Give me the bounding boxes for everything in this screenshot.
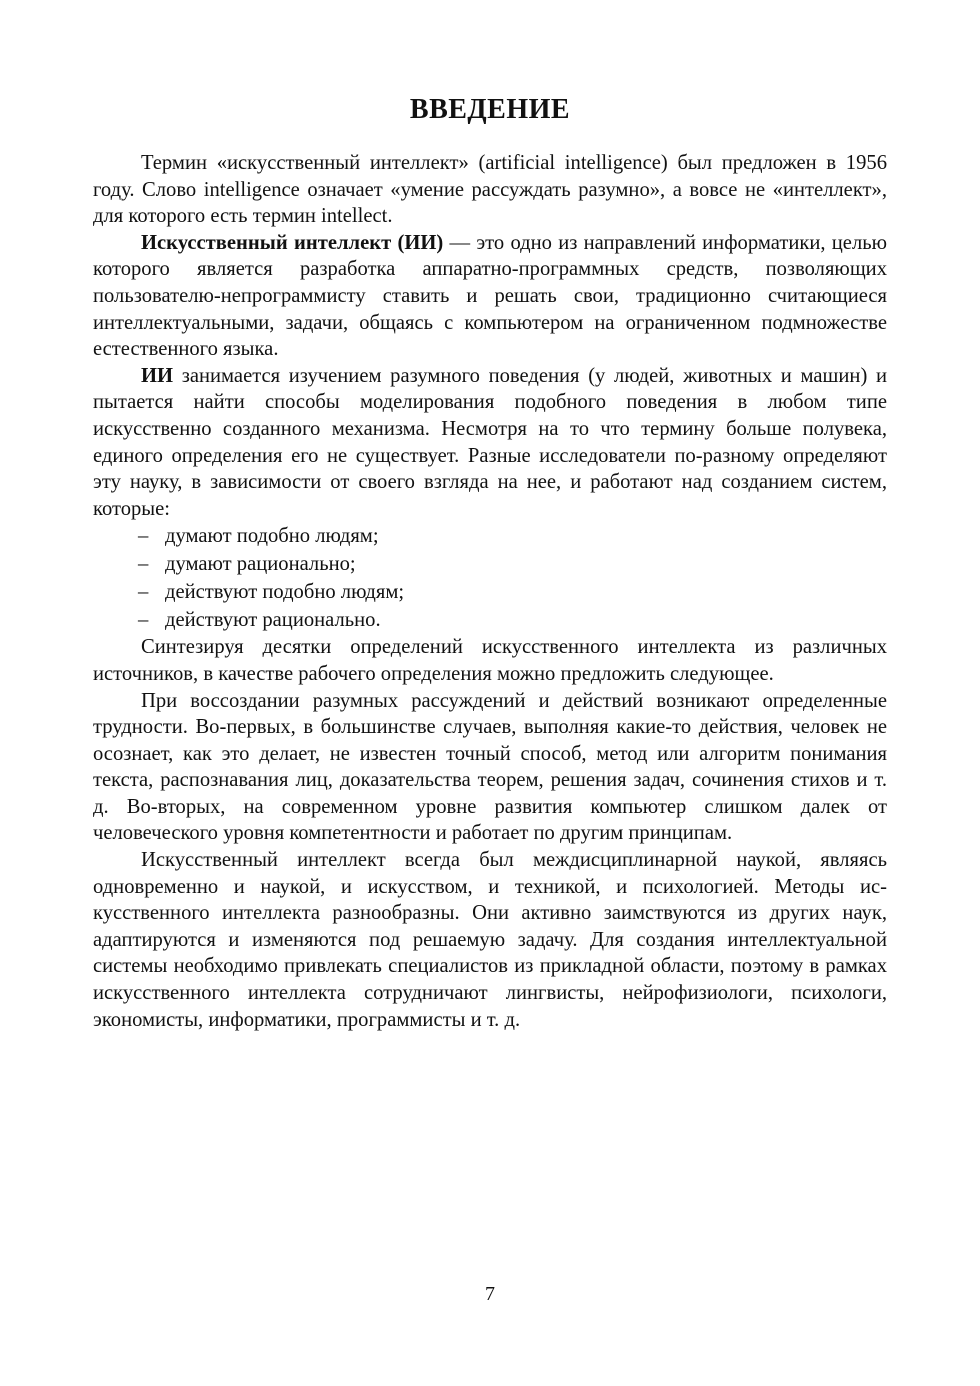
document-page [93, 92, 887, 1033]
list-item [93, 606, 887, 634]
systems-list [93, 522, 887, 634]
list-dash: – [138, 609, 149, 632]
paragraph-term-origin: Термин «искусственный интеллект» (artificial intelligence) был предложен в 1956 году. Слово intelligence означает «умение рассуждать разумно», а вовсе не «интеллект», для которого есть термин intellect. [93, 152, 887, 228]
list-item-text: действуют рационально. [165, 609, 381, 632]
page-title: ВВЕДЕНИЕ [409, 94, 571, 125]
list-dash: – [138, 525, 149, 548]
list-dash: – [138, 553, 149, 576]
list-item [93, 522, 887, 550]
bold-term-ii: ИИ [141, 364, 174, 387]
paragraph-ai-studies-text: занимается изучением разумного поведения (у людей, животных и машин) и пытается найти способы моделирования подобного поведения в любом типе искусственно созданного механизма. Несмотря на то что термину больше полувека, единого определения его не существует. Разные исследователи по-разному определяют эту науку, в зависимости от своего взгляда на нее, и работают над созданием систем, которые: [93, 364, 887, 520]
list-item-text: думают рационально; [165, 553, 356, 576]
paragraph-ai-studies [93, 363, 887, 523]
paragraph-difficulties: При воссоздании разумных рассуждений и действий возникают определенные трудности. Во-первых, в большинстве случаев, выполняя какие-то действия, человек не осознает, как это делает, не известен точный способ, метод или алгоритм понимания текста, распознавания лиц, доказательства теорем, решения задач, сочинения стихов и т. д. Во-вторых, на современном уровне развития компьютер слишком далек от человеческого уровня компетентности и работает по другим принципам. [93, 689, 887, 845]
list-item [93, 550, 887, 578]
list-item-text: думают подобно людям; [165, 525, 379, 548]
paragraph-interdisciplinary: Искусственный интеллект всегда был междисциплинарной наукой, являясь одновременно и наукой, и искусством, и техникой, и психологией. Методы искусственного интеллекта разнообразны. Они активно заимствуются из других наук, адаптируются и изменяются под решаемую задачу. Для создания интеллектуальной системы необходимо привлекать специалистов из прикладной области, поэтому в рамках искусственного интеллекта сотрудничают лингвисты, нейрофизиологи, психологи, экономисты, информатики, программисты и т. д. [93, 849, 887, 1031]
paragraph-ai-definition [93, 230, 887, 363]
paragraph-ai-definition-text: — это одно из направлений информатики, целью которого является разработка аппаратно-программных средств, позволяющих пользователю-непрограммисту ставить и решать свои, традиционно считающиеся интеллектуальными, задачи, общаясь с компьютером на ограниченном подмножестве естественного языка. [93, 231, 887, 361]
list-item-text: действуют подобно людям; [165, 581, 405, 604]
bold-term-ai: Искусственный интеллект (ИИ) [141, 231, 444, 254]
paragraph-working-definition: Синтезируя десятки определений искусственного интеллекта из различных источников, в качестве рабочего определения можно предложить следующее. [93, 636, 887, 685]
list-dash: – [138, 581, 149, 604]
list-item [93, 578, 887, 606]
page-number: 7 [485, 1283, 495, 1305]
